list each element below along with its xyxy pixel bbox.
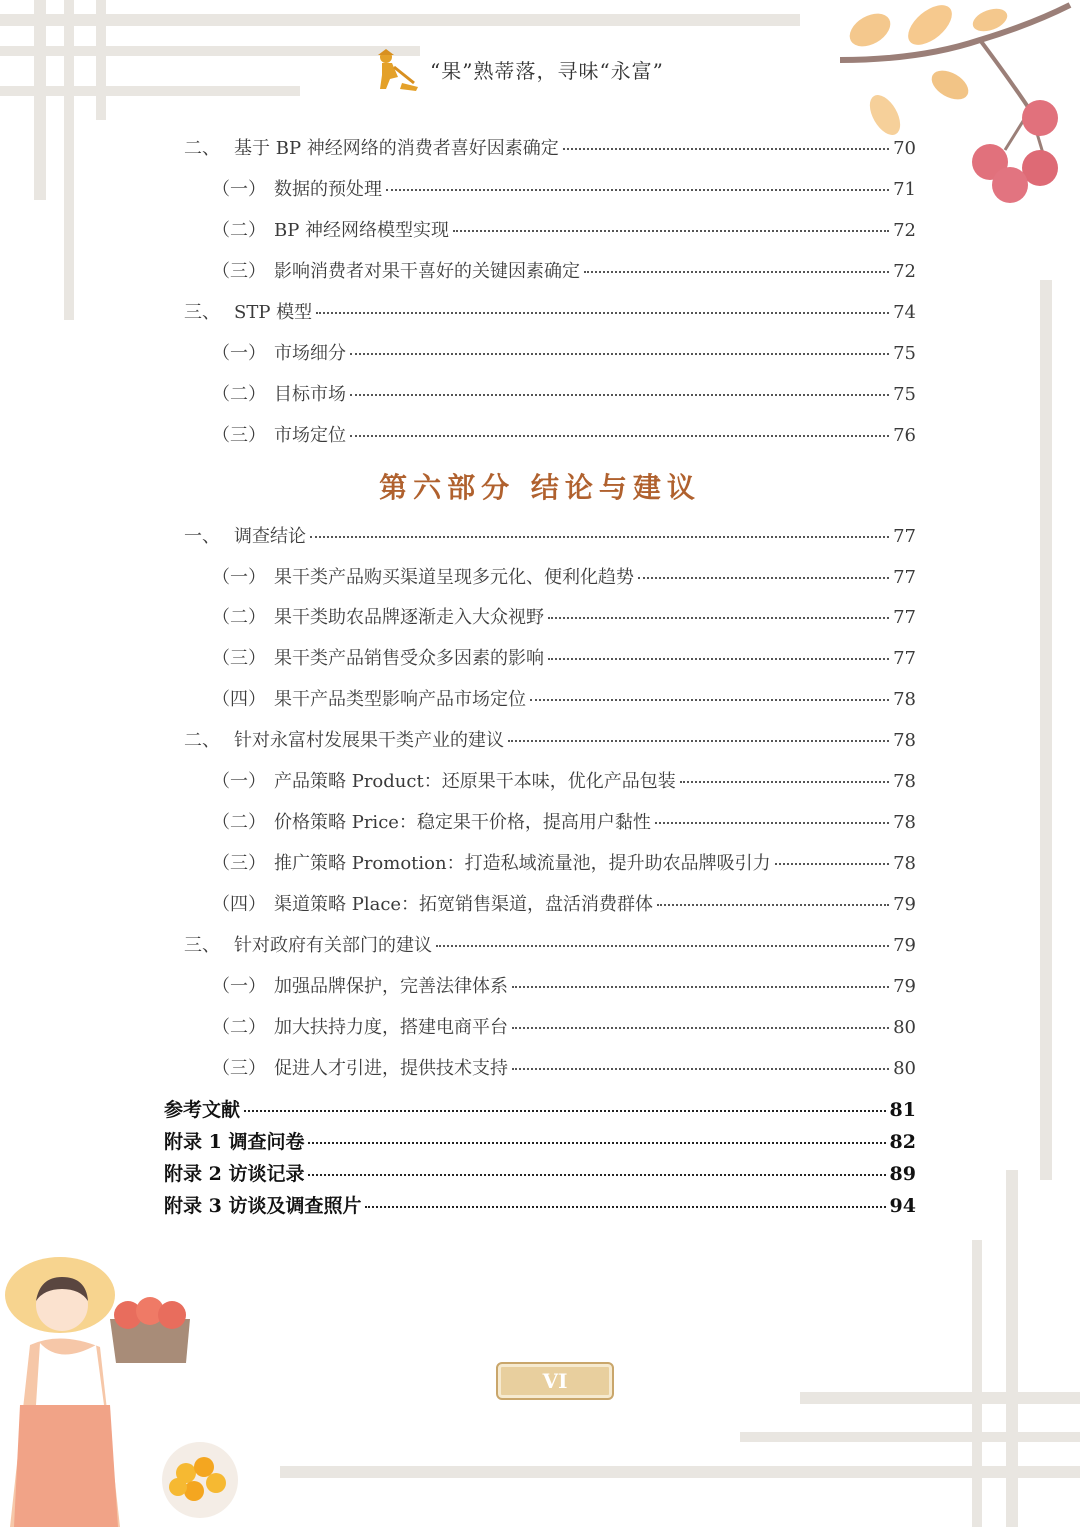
toc-entry[interactable] <box>212 603 916 629</box>
toc-entry-page: 78 <box>893 689 916 710</box>
toc-entry-text: 加大扶持力度，搭建电商平台 <box>274 1017 508 1038</box>
toc-entry-text: 加强品牌保护，完善法律体系 <box>274 976 508 997</box>
toc-entry[interactable] <box>212 175 916 201</box>
toc-entry-text: 调查结论 <box>234 526 306 547</box>
toc-entry[interactable] <box>212 421 916 447</box>
toc-entry[interactable] <box>184 726 916 752</box>
toc-entry-appendix[interactable] <box>164 1127 916 1154</box>
toc-entry-number: （三） <box>212 1058 266 1079</box>
toc-entry-number: （一） <box>212 343 266 364</box>
toc-entry-page: 77 <box>893 567 916 588</box>
toc-entry-number: （二） <box>212 220 266 241</box>
toc-leader <box>512 1027 889 1029</box>
toc-entry-text: 渠道策略 Place：拓宽销售渠道，盘活消费群体 <box>274 894 654 915</box>
toc-leader <box>775 863 889 865</box>
toc-entry-number: （二） <box>212 1017 266 1038</box>
toc-entry-page: 74 <box>893 302 916 323</box>
toc-entry[interactable] <box>212 808 916 834</box>
toc-leader <box>563 148 889 150</box>
toc-entry-page: 78 <box>893 853 916 874</box>
toc-entry-text: 数据的预处理 <box>274 179 382 200</box>
toc-entry[interactable] <box>212 380 916 406</box>
toc-entry-page: 78 <box>893 812 916 833</box>
toc-entry-page: 75 <box>893 343 916 364</box>
toc-entry-number: （一） <box>212 771 266 792</box>
toc-entry-text: 附录 3 访谈及调查照片 <box>164 1195 362 1217</box>
toc-entry-text: 针对政府有关部门的建议 <box>234 935 432 956</box>
section-title: 第六部分 结论与建议 <box>379 471 701 504</box>
toc-leader <box>386 189 889 191</box>
toc-entry-text: 市场定位 <box>274 425 346 446</box>
toc-entry[interactable] <box>212 849 916 875</box>
toc-leader <box>308 1142 885 1144</box>
toc-entry-page: 82 <box>889 1131 916 1153</box>
toc-entry-appendix[interactable] <box>164 1159 916 1186</box>
toc-entry-text: 产品策略 Product：还原果干本味，优化产品包装 <box>274 771 676 792</box>
toc-entry[interactable] <box>184 134 916 160</box>
toc-leader <box>350 394 889 396</box>
toc-entry[interactable] <box>212 1013 916 1039</box>
toc-entry-number: （二） <box>212 607 266 628</box>
toc-leader <box>638 577 889 579</box>
toc-entry-text: 推广策略 Promotion：打造私域流量池，提升助农品牌吸引力 <box>274 853 771 874</box>
toc-entry-page: 89 <box>889 1163 916 1185</box>
toc-entry-text: 附录 1 调查问卷 <box>164 1131 305 1153</box>
toc-entry[interactable] <box>212 1054 916 1080</box>
toc-entry-number: （三） <box>212 648 266 669</box>
toc-entry-text: 参考文献 <box>164 1099 241 1121</box>
toc-entry-number: 二、 <box>184 138 220 159</box>
toc-entry-page: 76 <box>893 425 916 446</box>
toc-entry-text: 果干产品类型影响产品市场定位 <box>274 689 526 710</box>
toc-entry-page: 79 <box>893 894 916 915</box>
header-title: “果”熟蒂落，寻味“永富” <box>430 58 664 83</box>
toc-entry-page: 80 <box>893 1017 916 1038</box>
toc-entry-text: 果干类助农品牌逐渐走入大众视野 <box>274 607 544 628</box>
toc-leader <box>308 1174 885 1176</box>
toc-entry-page: 79 <box>893 976 916 997</box>
toc-leader <box>584 271 889 273</box>
toc-entry[interactable] <box>212 339 916 365</box>
toc-entry-text: 针对永富村发展果干类产业的建议 <box>234 730 504 751</box>
toc-entry-page: 80 <box>893 1058 916 1079</box>
toc-entry-number: （一） <box>212 567 266 588</box>
toc-leader <box>453 230 889 232</box>
toc-entry-page: 77 <box>893 607 916 628</box>
toc-entry-number: （三） <box>212 853 266 874</box>
toc-leader <box>530 699 889 701</box>
toc-entry-appendix[interactable] <box>164 1191 916 1218</box>
toc-entry-number: （一） <box>212 976 266 997</box>
toc-entry-page: 79 <box>893 935 916 956</box>
toc-entry-page: 78 <box>893 771 916 792</box>
toc-entry-page: 78 <box>893 730 916 751</box>
toc-entry-text: 影响消费者对果干喜好的关键因素确定 <box>274 261 580 282</box>
toc-entry-text: 市场细分 <box>274 343 346 364</box>
toc-entry-number: 三、 <box>184 935 220 956</box>
toc-leader <box>512 1068 889 1070</box>
toc-leader <box>680 781 889 783</box>
toc-entry-page: 72 <box>893 220 916 241</box>
toc-entry-page: 75 <box>893 384 916 405</box>
toc-leader <box>316 312 889 314</box>
toc-entry-page: 77 <box>893 648 916 669</box>
toc-entry-text: 附录 2 访谈记录 <box>164 1163 305 1185</box>
toc-leader <box>508 740 889 742</box>
toc-leader <box>350 353 889 355</box>
toc-entry[interactable] <box>212 767 916 793</box>
toc-entry[interactable] <box>212 890 916 916</box>
toc-entry-page: 94 <box>889 1195 916 1217</box>
toc-leader <box>244 1110 886 1112</box>
toc-entry-page: 77 <box>893 526 916 547</box>
toc-entry-number: （三） <box>212 425 266 446</box>
toc-entry[interactable] <box>212 685 916 711</box>
toc-entry-text: 价格策略 Price：稳定果干价格，提高用户黏性 <box>274 812 651 833</box>
toc-entry[interactable] <box>184 931 916 957</box>
toc-entry[interactable] <box>212 563 916 589</box>
toc-entry-page: 71 <box>893 179 916 200</box>
page-number-badge: VI <box>496 1362 614 1400</box>
toc-leader <box>436 945 889 947</box>
toc-entry[interactable] <box>184 298 916 324</box>
toc-entry-page: 81 <box>889 1099 916 1121</box>
toc-entry-number: （四） <box>212 689 266 710</box>
toc-leader <box>350 435 889 437</box>
toc-entry-references[interactable] <box>164 1095 916 1122</box>
toc-entry[interactable] <box>212 257 916 283</box>
toc-leader <box>548 658 889 660</box>
toc-entry-text: 果干类产品购买渠道呈现多元化、便利化趋势 <box>274 567 634 588</box>
toc-entry-number: 三、 <box>184 302 220 323</box>
toc-entry-number: （一） <box>212 179 266 200</box>
toc-entry[interactable] <box>184 522 916 548</box>
toc-entry[interactable] <box>212 216 916 242</box>
toc-leader <box>365 1206 885 1208</box>
toc-leader <box>512 986 889 988</box>
toc-entry[interactable] <box>212 644 916 670</box>
toc-entry-text: 基于 BP 神经网络的消费者喜好因素确定 <box>234 138 559 159</box>
toc-entry-text: 目标市场 <box>274 384 346 405</box>
toc-entry-number: （四） <box>212 894 266 915</box>
toc-entry-text: 果干类产品销售受众多因素的影响 <box>274 648 544 669</box>
toc-entry-page: 72 <box>893 261 916 282</box>
toc-entry-page: 70 <box>893 138 916 159</box>
toc-leader <box>548 617 889 619</box>
toc-entry-number: 一、 <box>184 526 220 547</box>
toc-entry-text: 促进人才引进，提供技术支持 <box>274 1058 508 1079</box>
toc-leader <box>657 904 889 906</box>
toc-entry-text: BP 神经网络模型实现 <box>274 220 450 241</box>
toc-leader <box>310 536 889 538</box>
toc-entry[interactable] <box>212 972 916 998</box>
toc-entry-text: STP 模型 <box>234 302 313 323</box>
toc-entry-number: （三） <box>212 261 266 282</box>
toc-entry-number: （二） <box>212 812 266 833</box>
toc-entry-number: （二） <box>212 384 266 405</box>
toc-leader <box>655 822 889 824</box>
toc-entry-number: 二、 <box>184 730 220 751</box>
woman-fruit-basket-illustration <box>0 1255 260 1527</box>
